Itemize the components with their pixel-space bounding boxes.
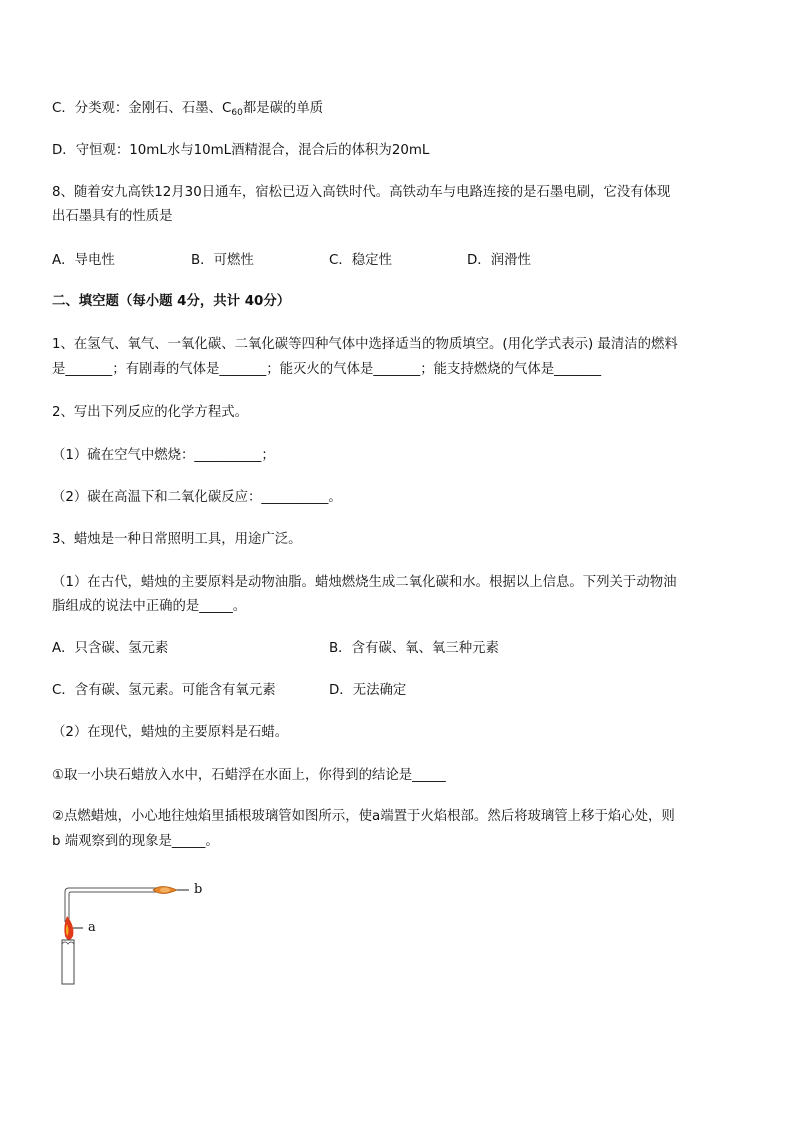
fill3-option-d: D．无法确定 xyxy=(329,683,407,698)
candle-flame xyxy=(64,916,73,940)
fill3-c2-line2: b 端观察到的现象是_____。 xyxy=(52,834,219,849)
q8-option-b: B．可燃性 xyxy=(191,253,254,268)
label-a: a xyxy=(88,920,96,935)
q8-stem-line1: 8、随着安九高铁12月30日通车，宿松已迈入高铁时代。高铁动车与电路连接的是石墨电刷，它没有体现 xyxy=(52,185,671,200)
q8-option-d: D．润滑性 xyxy=(467,253,531,268)
fill3-option-a: A．只含碳、氢元素 xyxy=(52,641,169,656)
fill3-stem: 3、蜡烛是一种日常照明工具，用途广泛。 xyxy=(52,532,302,547)
fill3-option-c: C．含有碳、氢元素。可能含有氧元素 xyxy=(52,683,276,698)
fill3-p1-line2: 脂组成的说法中正确的是_____。 xyxy=(52,599,247,614)
glass-tube xyxy=(65,888,163,922)
fill2-sub1: （1）硫在空气中燃烧：__________； xyxy=(52,448,275,463)
q7-option-c-text-a: C．分类观：金刚石、石墨、C xyxy=(52,101,232,116)
c60-subscript: 60 xyxy=(231,108,243,118)
q7-option-c-text-b: 都是碳的单质 xyxy=(242,101,324,116)
fill1-line2: 是_______；有剧毒的气体是_______；能灭火的气体是_______；能支持燃烧的气体是_______ xyxy=(52,362,602,377)
section-heading: 二、填空题（每小题 4分，共计 40分） xyxy=(52,294,291,309)
candle-figure xyxy=(55,878,215,988)
fill3-c1: ①取一小块石蜡放入水中，石蜡浮在水面上，你得到的结论是_____ xyxy=(52,768,446,783)
fill2-sub2: （2）碳在高温下和二氧化碳反应：__________。 xyxy=(52,490,342,505)
fill3-c2-line1: ②点燃蜡烛，小心地往烛焰里插根玻璃管如图所示，使a端置于火焰根部。然后将玻璃管上移于焰心处，则 xyxy=(52,809,675,824)
q8-stem-line2: 出石墨具有的性质是 xyxy=(52,209,173,224)
label-b: b xyxy=(194,882,203,897)
fill3-option-b: B．含有碳、氧、氧三种元素 xyxy=(329,641,499,656)
fill1-line1: 1、在氢气、氧气、一氧化碳、二氧化碳等四种气体中选择适当的物质填空。(用化学式表示) 最清洁的燃料 xyxy=(52,337,678,352)
q8-option-c: C．稳定性 xyxy=(329,253,392,268)
fill3-p2: （2）在现代，蜡烛的主要原料是石蜡。 xyxy=(52,725,289,740)
q7-option-d: D．守恒观：10mL水与10mL酒精混合，混合后的体积为20mL xyxy=(52,143,430,158)
fill2-stem: 2、写出下列反应的化学方程式。 xyxy=(52,405,248,420)
candle-glass-tube-diagram xyxy=(55,878,215,988)
candle-body xyxy=(62,940,74,984)
q7-option-c xyxy=(52,99,323,123)
fill3-p1-line1: （1）在古代，蜡烛的主要原料是动物油脂。蜡烛燃烧生成二氧化碳和水。根据以上信息。下列关于动物油 xyxy=(52,575,677,590)
q8-option-a: A．导电性 xyxy=(52,253,115,268)
